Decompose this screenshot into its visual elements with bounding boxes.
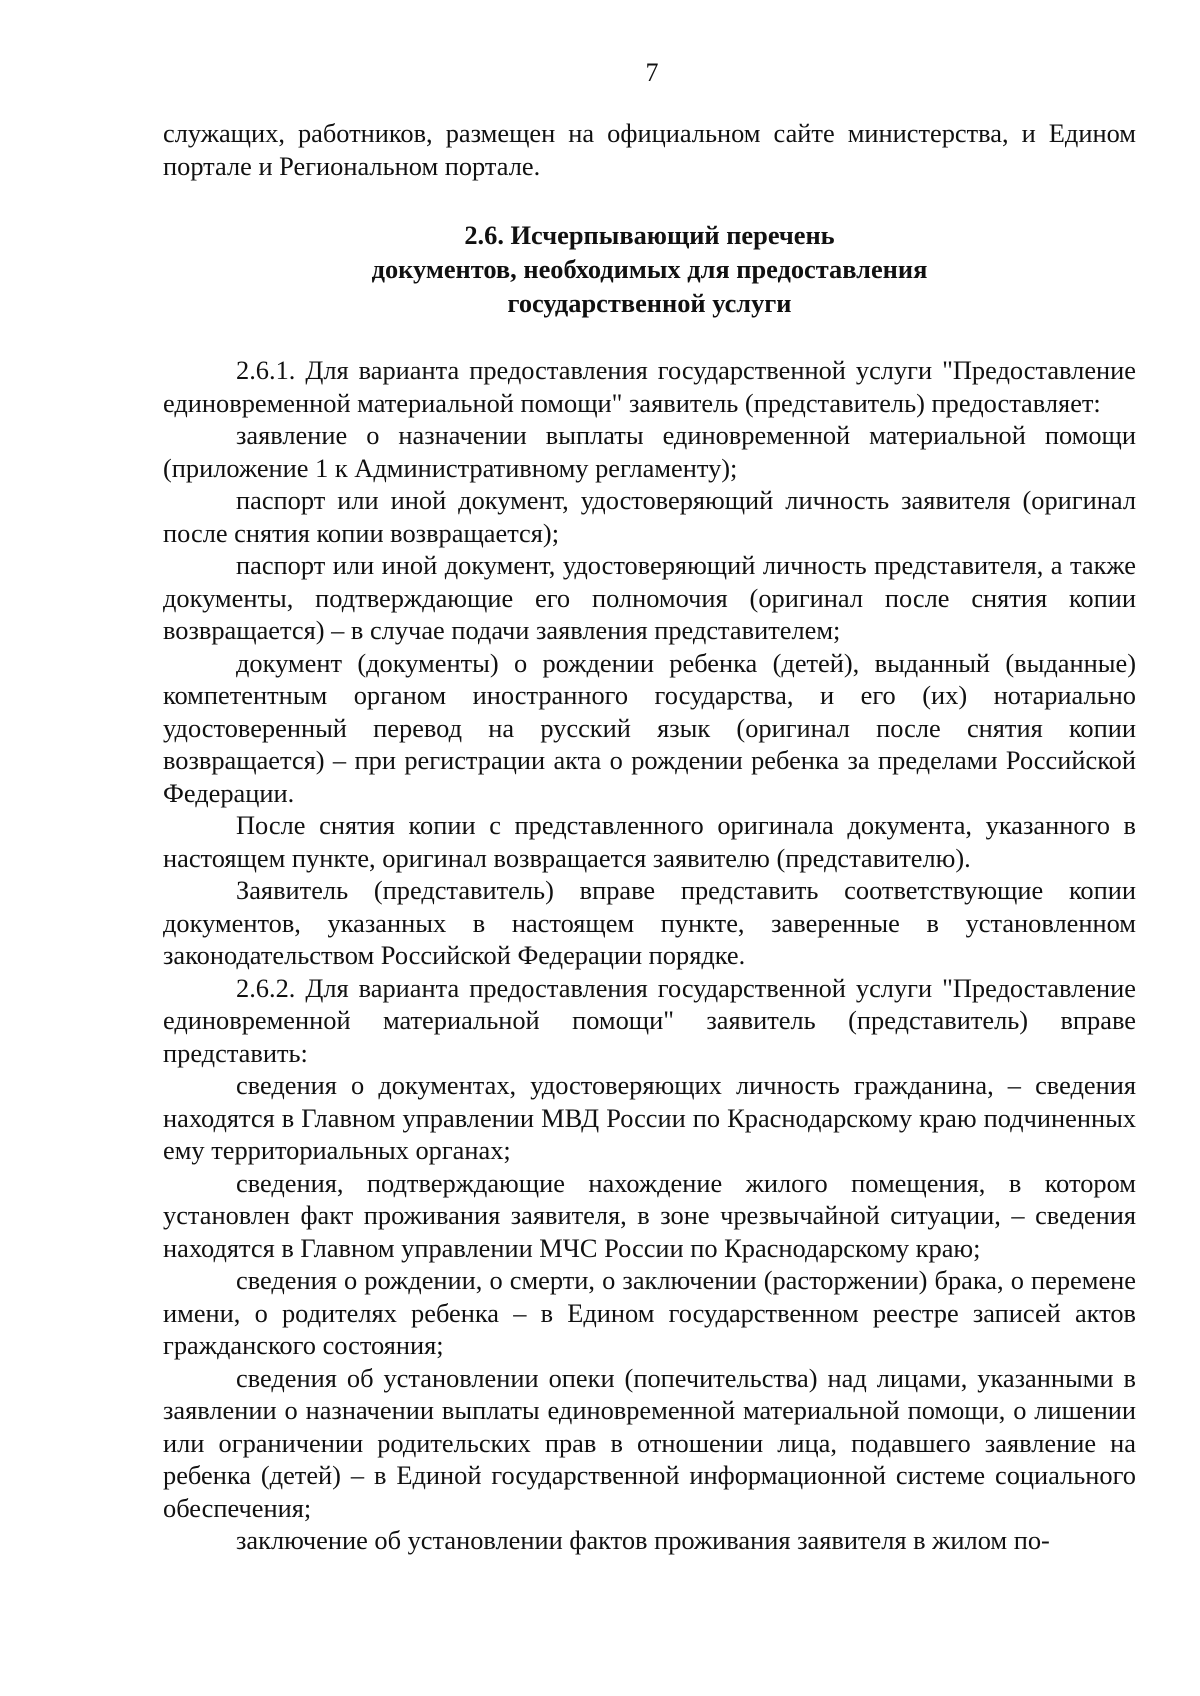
list-item: сведения об установлении опеки (попечительства) над лицами, указанными в заявлении о назначении выплаты единовременной материальной помощи, о лишении или ограничении родительских прав в отношении лица, подавшего заявление на ребенка (детей) – в Единой государственной информационной системе социального обеспечения; — [163, 1362, 1136, 1523]
section-heading — [163, 218, 1136, 320]
paragraph-2-6-1: 2.6.1. Для варианта предоставления государственной услуги "Предоставление единовременной материальной помощи" заявитель (представитель) предоставляет: — [163, 355, 1136, 418]
list-item: паспорт или иной документ, удостоверяющий личность представителя, а также документы, подтверждающие его полномочия (оригинал после снятия копии возвращается) – в случае подачи заявления представителем; — [163, 550, 1136, 645]
page-number: 7 — [645, 58, 659, 87]
list-item: сведения, подтверждающие нахождение жилого помещения, в котором установлен факт проживания заявителя, в зоне чрезвычайной ситуации, – сведения находятся в Главном управлении МЧС России по Краснодарскому краю; — [163, 1167, 1136, 1263]
paragraph-2-6-2: 2.6.2. Для варианта предоставления государственной услуги "Предоставление единовременной материальной помощи" заявитель (представитель) вправе представить: — [163, 972, 1136, 1068]
list-item: паспорт или иной документ, удостоверяющий личность заявителя (оригинал после снятия копии возвращается); — [163, 485, 1136, 548]
document-body — [163, 117, 1136, 1557]
paragraph: После снятия копии с представленного оригинала документа, указанного в настоящем пункте, оригинал возвращается заявителю (представителю). — [163, 810, 1136, 873]
paragraph: Заявитель (представитель) вправе представить соответствующие копии документов, указанных в настоящем пункте, заверенные в установленном законодательством Российской Федерации порядке. — [163, 875, 1136, 970]
list-item: документ (документы) о рождении ребенка (детей), выданный (выданные) компетентным органом иностранного государства, и его (их) нотариально удостоверенный перевод на русский язык (оригинал после снятия копии возвращается) – при регистрации акта о рождении ребенка за пределами Российской Федерации. — [163, 647, 1136, 808]
list-item: сведения о документах, удостоверяющих личность гражданина, – сведения находятся в Главном управлении МВД России по Краснодарскому краю подчиненных ему территориальных органах; — [163, 1070, 1136, 1165]
section-heading-line: 2.6. Исчерпывающий перечень — [464, 220, 835, 250]
section-heading-line: документов, необходимых для предоставления — [371, 254, 928, 284]
intro-paragraph: служащих, работников, размещен на официальном сайте министерства, и Едином портале и Региональном портале. — [163, 118, 1136, 181]
section-heading-line: государственной услуги — [507, 288, 792, 318]
list-item: заключение об установлении фактов проживания заявителя в жилом по- — [236, 1525, 1050, 1555]
list-item: сведения о рождении, о смерти, о заключении (расторжении) брака, о перемене имени, о родителях ребенка – в Едином государственном реестре записей актов гражданского состояния; — [163, 1265, 1136, 1360]
list-item: заявление о назначении выплаты единовременной материальной помощи (приложение 1 к Административному регламенту); — [163, 420, 1136, 483]
